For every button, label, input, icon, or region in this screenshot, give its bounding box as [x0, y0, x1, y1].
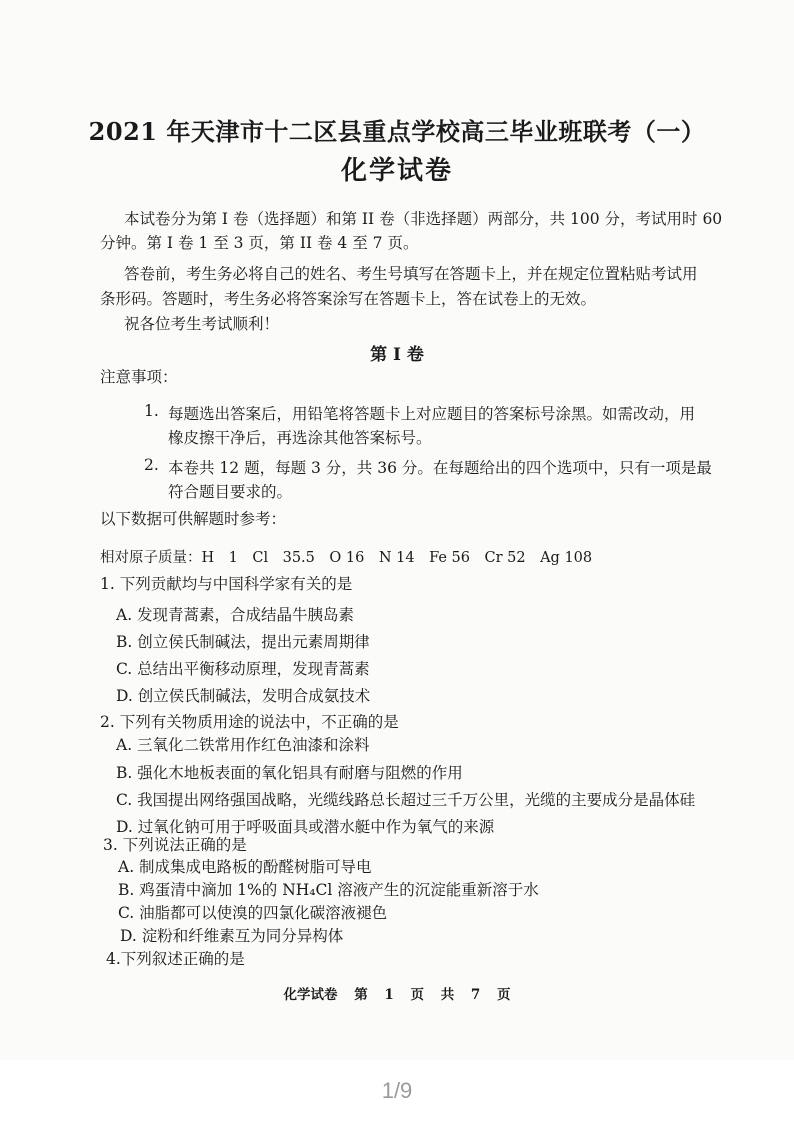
note-line: 橡皮擦干净后，再选涂其他答案标号。: [168, 429, 432, 447]
intro-line: 条形码。答题时，考生务必将答案涂写在答题卡上，答在试卷上的无效。: [100, 290, 597, 308]
intro-line: 祝各位考生考试顺利！: [124, 315, 280, 333]
question-choice: C. 我国提出网络强国战略，光缆线路总长超过三千万公里，光缆的主要成分是晶体硅: [116, 791, 696, 809]
question-stem: 4.下列叙述正确的是: [106, 950, 245, 968]
question-choice: D. 创立侯氏制碱法，发明合成氨技术: [116, 687, 371, 705]
section-title: 第 I 卷: [370, 345, 424, 365]
page-indicator: 1/9: [381, 1078, 413, 1103]
note-number: 1.: [144, 402, 159, 420]
note-line: 每题选出答案后，用铅笔将答题卡上对应题目的答案标号涂黑。如需改动，用: [168, 405, 696, 423]
question-choice: D. 过氧化钠可用于呼吸面具或潜水艇中作为氧气的来源: [116, 818, 495, 836]
question-choice: B. 强化木地板表面的氧化铝具有耐磨与阻燃的作用: [116, 764, 463, 782]
question-choice: C. 总结出平衡移动原理，发现青蒿素: [116, 660, 370, 678]
note-line: 本卷共 12 题，每题 3 分，共 36 分。在每题给出的四个选项中，只有一项是最: [168, 459, 712, 477]
footer-subject: 化学试卷: [283, 987, 338, 1003]
question-choice: B. 鸡蛋清中滴加 1%的 NH₄Cl 溶液产生的沉淀能重新溶于水: [118, 881, 539, 899]
question-choice: A. 发现青蒿素，合成结晶牛胰岛素: [116, 606, 355, 624]
notice-heading: 注意事项：: [100, 368, 178, 386]
intro-line: 本试卷分为第 I 卷（选择题）和第 II 卷（非选择题）两部分，共 100 分，考试用时 60: [124, 210, 723, 228]
question-choice: B. 创立侯氏制碱法，提出元素周期律: [116, 633, 370, 651]
footer-total: 共 7 页: [440, 987, 511, 1003]
subject-title: 化学试卷: [340, 156, 453, 186]
exam-title: 2021 年天津市十二区县重点学校高三毕业班联考（一）: [88, 117, 706, 146]
question-stem: 1. 下列贡献均与中国科学家有关的是: [100, 575, 353, 593]
question-choice: A. 制成集成电路板的酚醛树脂可导电: [118, 858, 372, 876]
question-choice: C. 油脂都可以使溴的四氯化碳溶液褪色: [118, 904, 388, 922]
question-choice: A. 三氧化二铁常用作红色油漆和涂料: [116, 736, 370, 754]
footer-page: 第 1 页: [354, 987, 424, 1003]
page-footer: [0, 983, 794, 1003]
question-stem: 3. 下列说法正确的是: [103, 836, 247, 854]
intro-line: 分钟。第 I 卷 1 至 3 页，第 II 卷 4 至 7 页。: [100, 234, 419, 252]
note-line: 符合题目要求的。: [168, 483, 293, 501]
atomic-mass-line: 相对原子质量：H 1 Cl 35.5 O 16 N 14 Fe 56 Cr 52 Ag 108: [100, 550, 593, 566]
note-number: 2.: [144, 456, 159, 474]
data-heading: 以下数据可供解题时参考：: [100, 510, 287, 528]
intro-line: 答卷前，考生务必将自己的姓名、考生号填写在答题卡上，并在规定位置粘贴考试用: [124, 265, 698, 283]
question-stem: 2. 下列有关物质用途的说法中，不正确的是: [100, 713, 399, 731]
question-choice: D. 淀粉和纤维素互为同分异构体: [120, 927, 344, 945]
